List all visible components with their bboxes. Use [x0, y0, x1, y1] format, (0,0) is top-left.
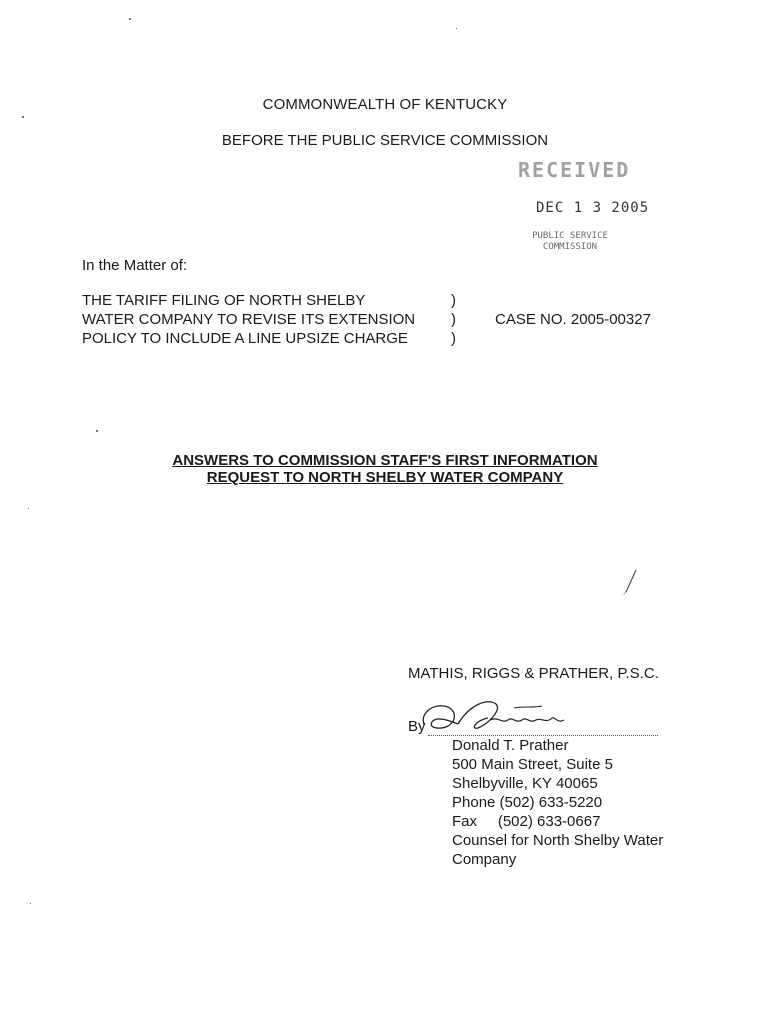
caption-line: WATER COMPANY TO REVISE ITS EXTENSION [82, 311, 416, 328]
caption-line: POLICY TO INCLUDE A LINE UPSIZE CHARGE [82, 330, 408, 347]
pen-mark [620, 568, 640, 596]
court-heading: COMMONWEALTH OF KENTUCKY [262, 96, 508, 113]
scan-speck [30, 903, 31, 904]
contact-block [452, 736, 663, 869]
scan-speck [456, 28, 457, 29]
phone-number: Phone (502) 633-5220 [452, 794, 603, 811]
received-stamp: RECEIVED [518, 158, 631, 182]
scan-speck [28, 508, 29, 509]
caption-brace: ) [451, 292, 456, 309]
attorney-name: Donald T. Prather [452, 737, 569, 754]
address-line-2: Shelbyville, KY 40065 [452, 775, 598, 792]
stamp-org-line2: COMMISSION [542, 242, 598, 252]
fax-number: Fax (502) 633-0667 [452, 813, 601, 830]
matter-intro: In the Matter of: [82, 257, 188, 274]
case-caption [82, 291, 415, 348]
law-firm-name: MATHIS, RIGGS & PRATHER, P.S.C. [408, 665, 659, 682]
received-stamp-date: DEC 1 3 2005 [536, 200, 650, 216]
caption-braces [451, 291, 456, 348]
commission-heading: BEFORE THE PUBLIC SERVICE COMMISSION [221, 132, 549, 149]
address-line-1: 500 Main Street, Suite 5 [452, 756, 613, 773]
caption-brace: ) [451, 330, 456, 347]
counsel-line-1: Counsel for North Shelby Water [452, 832, 664, 849]
handwritten-signature [418, 694, 578, 738]
title-line: REQUEST TO NORTH SHELBY WATER COMPANY [206, 469, 564, 486]
received-stamp-org [520, 231, 620, 253]
scan-speck [96, 430, 98, 432]
caption-line: THE TARIFF FILING OF NORTH SHELBY [82, 292, 366, 309]
stamp-org-line1: PUBLIC SERVICE [532, 231, 608, 241]
case-number: CASE NO. 2005-00327 [495, 311, 651, 328]
counsel-line-2: Company [452, 851, 517, 868]
by-label: By [408, 718, 426, 735]
document-title [0, 452, 770, 486]
caption-brace: ) [451, 311, 456, 328]
scan-speck [129, 18, 131, 20]
scan-speck [22, 116, 24, 118]
title-line: ANSWERS TO COMMISSION STAFF'S FIRST INFORMATION [172, 452, 598, 469]
